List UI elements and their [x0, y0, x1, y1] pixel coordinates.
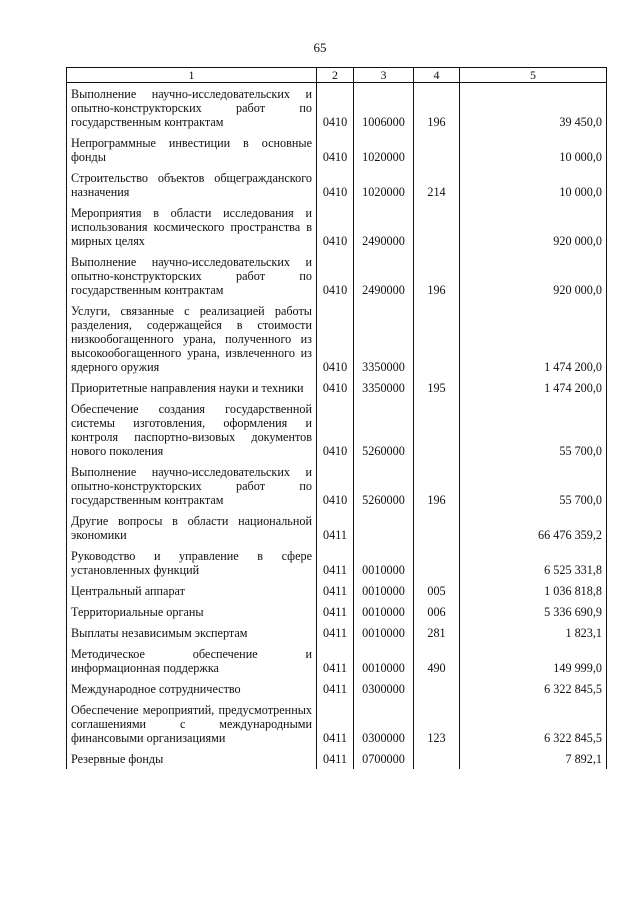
- row-target: 3350000: [354, 300, 414, 377]
- row-amount: 6 525 331,8: [460, 545, 607, 580]
- row-type: 214: [414, 167, 460, 202]
- row-type: [414, 545, 460, 580]
- row-target: 0300000: [354, 678, 414, 699]
- row-amount: 10 000,0: [460, 132, 607, 167]
- row-type: [414, 202, 460, 251]
- row-name: Обеспечение мероприятий, предусмотренных соглашениями с международными финансовыми организациями: [67, 699, 317, 748]
- row-type: 006: [414, 601, 460, 622]
- row-section: 0410: [317, 398, 354, 461]
- row-section: 0410: [317, 377, 354, 398]
- column-header-5: 5: [460, 68, 607, 83]
- column-header-3: 3: [354, 68, 414, 83]
- row-name: Резервные фонды: [67, 748, 317, 769]
- table-row: [67, 510, 607, 545]
- budget-table: [66, 67, 607, 769]
- row-target: 0010000: [354, 601, 414, 622]
- table-row: [67, 461, 607, 510]
- row-name: Приоритетные направления науки и техники: [67, 377, 317, 398]
- row-target: 5260000: [354, 461, 414, 510]
- row-amount: 1 474 200,0: [460, 300, 607, 377]
- row-target: 0010000: [354, 545, 414, 580]
- row-type: 005: [414, 580, 460, 601]
- row-target: 0010000: [354, 643, 414, 678]
- row-type: [414, 132, 460, 167]
- row-amount: 55 700,0: [460, 398, 607, 461]
- row-section: 0411: [317, 601, 354, 622]
- table-row: [67, 545, 607, 580]
- row-type: 196: [414, 251, 460, 300]
- row-target: 2490000: [354, 251, 414, 300]
- row-name: Методическое обеспечение и информационная поддержка: [67, 643, 317, 678]
- row-name: Другие вопросы в области национальной экономики: [67, 510, 317, 545]
- row-target: 0300000: [354, 699, 414, 748]
- row-target: 5260000: [354, 398, 414, 461]
- row-section: 0411: [317, 622, 354, 643]
- row-amount: 1 823,1: [460, 622, 607, 643]
- table-row: [67, 398, 607, 461]
- row-type: 195: [414, 377, 460, 398]
- row-name: Руководство и управление в сфере установленных функций: [67, 545, 317, 580]
- row-section: 0410: [317, 461, 354, 510]
- row-name: Выполнение научно-исследовательских и опытно-конструкторских работ по государственным контрактам: [67, 461, 317, 510]
- row-amount: 1 036 818,8: [460, 580, 607, 601]
- row-target: 0010000: [354, 622, 414, 643]
- row-section: 0410: [317, 251, 354, 300]
- row-target: 2490000: [354, 202, 414, 251]
- row-name: Выполнение научно-исследовательских и опытно-конструкторских работ по государственным контрактам: [67, 83, 317, 133]
- row-amount: 920 000,0: [460, 251, 607, 300]
- row-section: 0411: [317, 545, 354, 580]
- row-section: 0410: [317, 83, 354, 133]
- row-type: [414, 398, 460, 461]
- row-section: 0411: [317, 678, 354, 699]
- table-row: [67, 622, 607, 643]
- row-name: Строительство объектов общегражданского назначения: [67, 167, 317, 202]
- row-type: 123: [414, 699, 460, 748]
- row-amount: 6 322 845,5: [460, 699, 607, 748]
- table-row: [67, 377, 607, 398]
- row-section: 0411: [317, 510, 354, 545]
- table-row: [67, 83, 607, 133]
- row-target: 3350000: [354, 377, 414, 398]
- table-row: [67, 202, 607, 251]
- row-section: 0410: [317, 167, 354, 202]
- row-target: 1020000: [354, 132, 414, 167]
- row-section: 0411: [317, 748, 354, 769]
- row-type: [414, 678, 460, 699]
- table-row: [67, 300, 607, 377]
- row-name: Непрограммные инвестиции в основные фонды: [67, 132, 317, 167]
- row-amount: 1 474 200,0: [460, 377, 607, 398]
- row-section: 0410: [317, 132, 354, 167]
- row-amount: 7 892,1: [460, 748, 607, 769]
- table-row: [67, 601, 607, 622]
- row-section: 0410: [317, 202, 354, 251]
- table-row: [67, 643, 607, 678]
- row-type: [414, 748, 460, 769]
- row-amount: 66 476 359,2: [460, 510, 607, 545]
- row-amount: 39 450,0: [460, 83, 607, 133]
- row-type: 281: [414, 622, 460, 643]
- row-amount: 149 999,0: [460, 643, 607, 678]
- row-section: 0411: [317, 580, 354, 601]
- row-name: Обеспечение создания государственной системы изготовления, оформления и контроля паспортно-визовых документов нового поколения: [67, 398, 317, 461]
- row-name: Мероприятия в области исследования и использования космического пространства в мирных целях: [67, 202, 317, 251]
- row-name: Центральный аппарат: [67, 580, 317, 601]
- row-section: 0411: [317, 643, 354, 678]
- column-header-2: 2: [317, 68, 354, 83]
- row-name: Выплаты независимым экспертам: [67, 622, 317, 643]
- table-row: [67, 699, 607, 748]
- row-name: Услуги, связанные с реализацией работы разделения, содержащейся в стоимости низкообогащенного урана, полученного из высокообогащенного урана, извлеченного из ядерного оружия: [67, 300, 317, 377]
- page-number: 65: [313, 40, 327, 55]
- row-section: 0410: [317, 300, 354, 377]
- row-target: 1006000: [354, 83, 414, 133]
- table-row: [67, 678, 607, 699]
- row-type: 196: [414, 461, 460, 510]
- row-type: 196: [414, 83, 460, 133]
- row-section: 0411: [317, 699, 354, 748]
- row-type: [414, 300, 460, 377]
- row-amount: 10 000,0: [460, 167, 607, 202]
- column-header-4: 4: [414, 68, 460, 83]
- row-target: 0010000: [354, 580, 414, 601]
- row-amount: 55 700,0: [460, 461, 607, 510]
- row-name: Выполнение научно-исследовательских и опытно-конструкторских работ по государственным контрактам: [67, 251, 317, 300]
- table-header-row: [67, 68, 607, 83]
- table-row: [67, 748, 607, 769]
- row-target: 0700000: [354, 748, 414, 769]
- row-amount: 5 336 690,9: [460, 601, 607, 622]
- row-amount: 920 000,0: [460, 202, 607, 251]
- table-row: [67, 580, 607, 601]
- row-name: Международное сотрудничество: [67, 678, 317, 699]
- table-row: [67, 167, 607, 202]
- row-target: 1020000: [354, 167, 414, 202]
- row-target: [354, 510, 414, 545]
- row-type: [414, 510, 460, 545]
- table-row: [67, 251, 607, 300]
- column-header-1: 1: [67, 68, 317, 83]
- row-amount: 6 322 845,5: [460, 678, 607, 699]
- table-row: [67, 132, 607, 167]
- row-type: 490: [414, 643, 460, 678]
- row-name: Территориальные органы: [67, 601, 317, 622]
